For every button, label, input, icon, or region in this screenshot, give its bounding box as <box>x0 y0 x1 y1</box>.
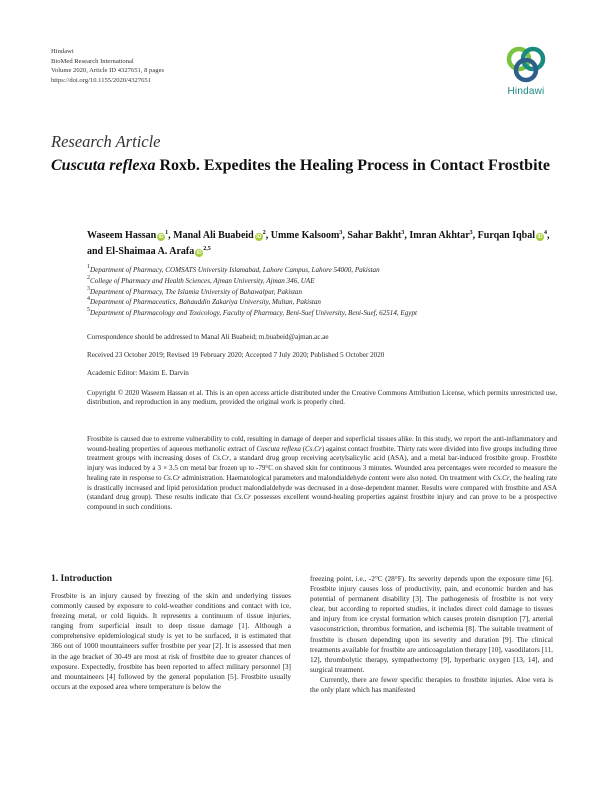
body-column-left <box>51 574 291 692</box>
title-species: Cuscuta reflexa <box>51 157 156 174</box>
author-affiliation-number: 1 <box>165 230 169 236</box>
author-affiliation-number: 3 <box>469 230 473 236</box>
author <box>173 230 266 241</box>
affiliation: $^3$Department of Pharmacy, The Islamia University of Bahawalpur, Pakistan <box>87 285 303 296</box>
author-affiliation-number: 3 <box>401 230 405 236</box>
body-column-right <box>310 574 553 695</box>
affiliation: $^4$Department of Pharmaceutics, Bahauddin Zakariya University, Multan, Pakistan <box>87 296 321 307</box>
author-name: Manal Ali Buabeid <box>173 230 254 241</box>
orcid-icon[interactable]: iD <box>196 250 202 256</box>
publication-dates: Received 23 October 2019; Revised 19 February 2020; Accepted 7 July 2020; Published 5 October 2020 <box>87 351 385 359</box>
body-paragraph: Currently, there are fewer specific therapies to frostbite injuries. Aloe vera is the only plant which has manifested <box>310 674 553 695</box>
hindawi-logo-icon <box>503 45 549 85</box>
author <box>271 230 343 241</box>
orcid-icon[interactable]: iD <box>537 234 543 240</box>
affiliations <box>87 265 557 319</box>
author-name: Waseem Hassan <box>87 230 157 241</box>
author-affiliation-number: 2,5 <box>203 246 211 252</box>
abstract: Frostbite is caused due to extreme vulnerability to cold, resulting in damage of deeper and superficial tissues alike. In this study, we report the anti-inflammatory and wound-healing properties of aqueous methanolic extract of Cuscuta reflexa (Cs.Cr) against contact frostbite. Thirty rats were divided into five groups including three treatment groups with increasing doses of Cs.Cr, a standard drug group receiving acetylsalicylic acid (ASA), and a metal bar-induced frostbite group. Frostbite injury was induced by a 3 × 3.5 cm metal bar frozen up to -79°C on shaved skin for continuous 3 minutes. Wounded area percentages were recorded to measure the healing rate in response to Cs.Cr administration. Haematological parameters and malondialdehyde content were also noted. On treatment with Cs.Cr, the healing rate is drastically increased and lipid peroxidation product malondialdehyde was decreased in a dose-dependent manner. Results were compared with frostbite and ASA (standard drug group). These results indicate that Cs.Cr possesses excellent wound-healing properties against frostbite injury and can prove to be a prospective compound in such conditions. <box>87 435 558 511</box>
section-heading-introduction: 1. Introduction <box>51 574 113 584</box>
author-name: Furqan Iqbal <box>477 230 536 241</box>
affiliation: $^2$College of Pharmacy and Health Sciences, Ajman University, Ajman 346, UAE <box>87 274 315 285</box>
volume-line: Volume 2020, Article ID 4327651, 8 pages <box>51 67 165 75</box>
author <box>87 230 168 241</box>
affiliation: $^5$Department of Pharmacology and Toxicology, Faculty of Pharmacy, Beni-Suef University, Beni-Suef, 62514, Egypt <box>87 307 417 318</box>
doi-link[interactable]: https://doi.org/10.1155/2020/4327651 <box>51 76 152 84</box>
orcid-icon[interactable]: iD <box>256 234 262 240</box>
orcid-icon[interactable]: iD <box>158 234 164 240</box>
logo-text: Hindawi <box>507 86 545 97</box>
author-name: Imran Akhtar <box>409 230 470 241</box>
author-name: El-Shaimaa A. Arafa <box>105 246 195 257</box>
author <box>478 230 547 241</box>
author-name: Umme Kalsoom <box>270 230 340 241</box>
author-affiliation-number: 3 <box>339 230 343 236</box>
paper-title <box>51 156 551 176</box>
author <box>409 230 472 241</box>
author-affiliation-number: 2 <box>262 230 266 236</box>
publisher-name: Hindawi <box>51 48 74 55</box>
body-paragraph: freezing point, i.e., -2°C (28°F). Its severity depends upon the exposure time [6]. Frostbite injury causes loss of productivity, pain, and economic burden and has potential of permanent disability [3]. The pathogenesis of frostbite is not very clear, but according to reported studies, it includes direct cold damage to tissues and injury from ice crystal formation which causes protein disruption [7], arterial vasoconstriction, thrombus formation, and ischemia [8]. The suitable treatment of frostbite is chosen depending upon its severity and duration [9]. The clinical treatments available for frostbite are anticoagulation therapy [10], vasodilators [11, 12], thrombolytic therapy, sympathectomy [9], hyperbaric oxygen [13, 14], and surgical treatment. <box>310 574 553 674</box>
correspondence: Correspondence should be addressed to Manal Ali Buabeid; m.buabeid@ajman.ac.ae <box>87 333 329 341</box>
author-name: Sahar Bakht <box>347 230 402 241</box>
author-list: Waseem Hassan $iD^1$, Manal Ali Buabeid $iD^2$, Umme Kalsoom$^3$, Sahar Bakht$^3$, Imran Akhtar$^3$, Furqan Iqbal $iD^4$, and El-Shaimaa A. Arafa iD$^{2,5}$ <box>87 230 550 257</box>
journal-name: BioMed Research International <box>51 57 134 65</box>
academic-editor: Academic Editor: Maxim E. Darvin <box>87 369 189 377</box>
hindawi-logo <box>498 45 554 103</box>
title-rest: Roxb. Expedites the Healing Process in Contact Frostbite <box>155 157 550 174</box>
affiliation: $^1$Department of Pharmacy, COMSATS University Islamabad, Lahore Campus, Lahore 54000, Pakistan <box>87 264 380 274</box>
author-affiliation-number: 4 <box>544 230 548 236</box>
author <box>347 230 404 241</box>
author <box>106 246 211 257</box>
journal-info <box>51 47 164 85</box>
body-paragraph: Frostbite is an injury caused by freezing of the skin and underlying tissues commonly caused by exposure to cold-weather conditions and contact with ice, freezing metal, or cold liquids. It represents a continuum of tissue injuries, ranging from superficial insult to deep tissue damage [1]. Although a comprehensive epidemiological study is yet to be surfaced, it is estimated that 366 out of 1000 mountaineers suffer frostbite per year [2]. It is assessed that men in the age bracket of 30-49 are most at risk of frostbite due to greater chances of exposure. Expectedly, frostbite has been reported to affect military personnel [3] and mountaineers [4] followed by the general population [5]. Frostbite usually occurs at the exposed area where temperature is below the <box>51 591 291 691</box>
copyright-notice: Copyright © 2020 Waseem Hassan et al. This is an open access article distributed under the Creative Commons Attribution License, which permits unrestricted use, distribution, and reproduction in any medium, provided the original work is properly cited. <box>87 389 557 407</box>
article-type: Research Article <box>51 132 161 151</box>
